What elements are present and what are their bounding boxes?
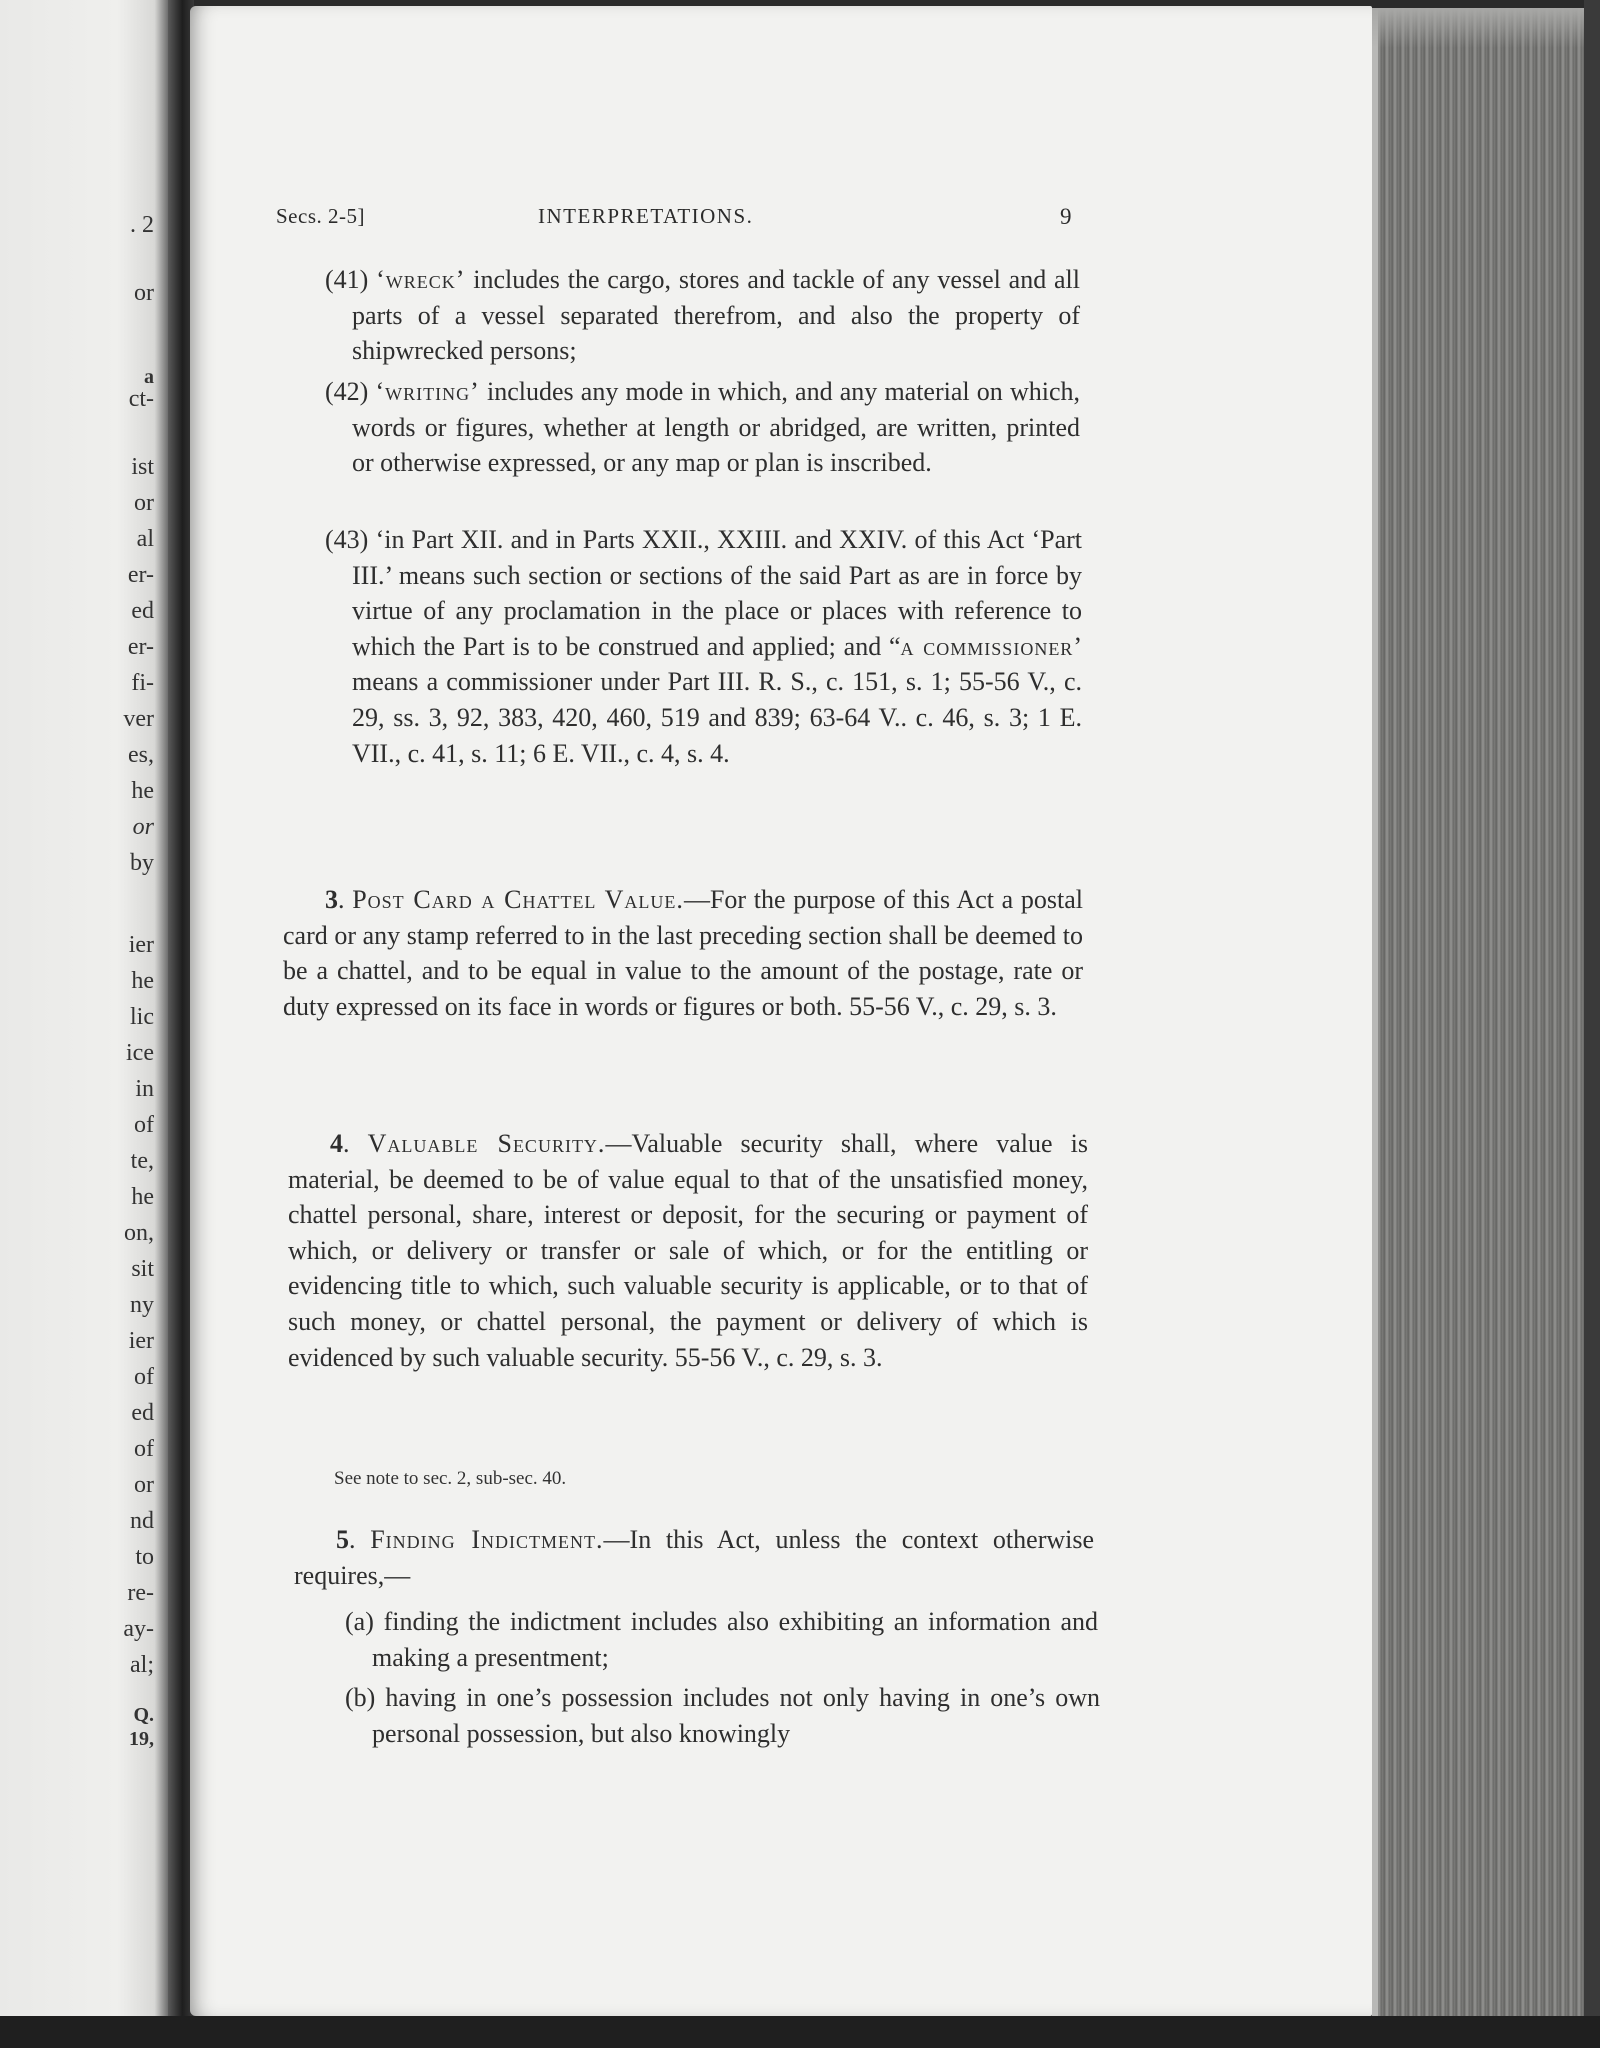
defined-term: a commissioner [900,631,1074,661]
facing-page-line: ice [126,1040,154,1066]
section-3: 3. Post Card a Chattel Value.—For the purpose of this Act a postal card or any stamp referred to in the last preceding section shall be deemed to be a chattel, and to be equal in value to the amount of the postage, rate or duty expressed on its face in words or figures or both. 55-56 V., c. 29, s. 3. [283,885,1083,1021]
subsection-text: includes any mode in which, and any material on which, words or figures, whether at length or abridged, are written, printed or otherwise expressed, or any map or plan is inscribed. [352,377,1080,478]
section-heading: Valuable Security. [367,1129,606,1158]
section-reference: Secs. 2-5] [276,204,365,228]
facing-page-line: or [134,1472,154,1498]
facing-page-line: to [135,1544,154,1570]
facing-page-line: ier [128,1328,154,1354]
facing-page-line: er- [127,562,154,588]
page-title: INTERPRETATIONS. [538,204,754,228]
facing-page-line: or [134,280,154,306]
facing-page-fragment [0,0,168,2048]
facing-page-line: ver [123,706,154,732]
defined-term: ‘wreck’ [376,265,466,294]
facing-page-line: of [134,1112,154,1138]
facing-page-line: te, [130,1148,154,1174]
section-5: 5. Finding Indictment.—In this Act, unless the context otherwise requires,— [294,1525,1095,1590]
section-number: 4 [330,1129,343,1158]
subsection-41 [325,262,1081,369]
facing-page-line: of [134,1364,154,1390]
facing-page-line: . 2 [130,212,154,238]
page-block-shade [1372,8,1584,48]
facing-page-line: or [134,490,154,516]
section-text: —For the purpose of this Act a postal card or any stamp referred to in the last preceding section shall be deemed to be a chattel, and to be equal in value to the amount of the postage, rate or duty expressed on its face in words or figures or both. 55-56 V., c. 29, s. 3. [283,885,1083,1021]
facing-page-line: he [131,968,154,994]
section-heading: Post Card a Chattel Value. [352,885,684,914]
facing-page-line: in [135,1076,154,1102]
clause-a [345,1604,1098,1675]
facing-page-line: ct- [128,386,154,412]
facing-page-line: er- [127,634,154,660]
clause-label: (a) [345,1607,374,1636]
facing-page-line: of [134,1436,154,1462]
facing-page-line: or [132,814,154,840]
page-number: 9 [1060,204,1072,229]
facing-page-line: 19, [129,1728,154,1750]
facing-page-line: he [131,1184,154,1210]
facing-page-line: al; [130,1652,154,1678]
clause-text: finding the indictment includes also exhibiting an information and making a presentment; [372,1607,1098,1672]
section-heading: Finding Indictment. [370,1525,604,1554]
clause-label: (b) [345,1683,376,1712]
section-number: 5 [336,1525,349,1554]
section-text: —In this Act, unless the context otherwise requires,— [294,1525,1095,1590]
subsection-43 [325,522,1083,771]
facing-page-line: ay- [123,1616,154,1642]
clause-b [345,1680,1101,1751]
facing-page-line: ed [131,1400,154,1426]
facing-page-line: ist [131,454,154,480]
clause-text: having in one’s possession includes not only having in one’s own personal possession, but also knowingly [372,1683,1101,1748]
section-number: 3 [325,885,338,914]
subsection-text: ‘in Part XII. and in Parts XXII., XXIII. and XXIV. of this Act ‘Part III.’ means such section or sections of the said Part as are in force by virtue of any proclamation in the place or places with reference to which the Part is to be construed and applied; and “ [352,525,1083,661]
facing-page-line: a [144,366,154,388]
facing-page-line: nd [130,1508,154,1534]
subsection-number: (43) [325,525,369,554]
facing-page-line: Q. [133,1704,154,1726]
facing-page-line: re- [127,1580,154,1606]
facing-page-line: he [131,778,154,804]
subsection-number: (42) [325,377,369,406]
bottom-edge [0,2016,1600,2048]
editorial-note: See note to sec. 2, sub-sec. 40. [334,1468,567,1489]
subsection-42 [325,374,1080,481]
facing-page-line: by [130,850,154,876]
page-block-edge [1372,8,1590,2030]
running-head [276,204,1076,236]
subsection-text-continued: ’ means a commissioner under Part III. R. S., c. 151, s. 1; 55-56 V., c. 29, ss. 3, 92, 383, 420, 460, 519 and 839; 63-64 V.. c. 46, s. 3; 1 E. VII., c. 41, s. 11; 6 E. VII., c. 4, s. 4. [352,631,1082,768]
facing-page-line: fi- [131,670,154,696]
facing-page-line: ier [128,932,154,958]
facing-page-line: al [136,526,154,552]
facing-page-line: sit [131,1256,154,1282]
section-text: —Valuable security shall, where value is material, be deemed to be of value equal to that of the unsatisfied money, chattel personal, share, interest or deposit, for the securing or payment of which, or delivery or transfer or sale of which, or for the entitling or evidencing title to which, such valuable security is applicable, or to that of such money, or chattel personal, the payment or delivery of which is evidenced by such valuable security. 55-56 V., c. 29, s. 3. [288,1129,1089,1372]
facing-page-line: lic [130,1004,154,1030]
facing-page-line: on, [124,1220,154,1246]
facing-page-line: es, [128,742,154,768]
cover-edge [1584,0,1600,2048]
section-4: 4. Valuable Security.—Valuable security shall, where value is material, be deemed to be of value equal to that of the unsatisfied money, chattel personal, share, interest or deposit, for the securing or payment of which, or delivery or transfer or sale of which, or for the entitling or evidencing title to which, such valuable security is applicable, or to that of such money, or chattel personal, the payment or delivery of which is evidenced by such valuable security. 55-56 V., c. 29, s. 3. [288,1129,1089,1372]
defined-term: ‘writing’ [375,377,480,406]
facing-page-line: ed [131,598,154,624]
facing-page-line: ny [130,1292,154,1318]
subsection-text: includes the cargo, stores and tackle of any vessel and all parts of a vessel separated therefrom, and also the property of shipwrecked persons; [352,265,1081,366]
subsection-number: (41) [325,265,369,294]
